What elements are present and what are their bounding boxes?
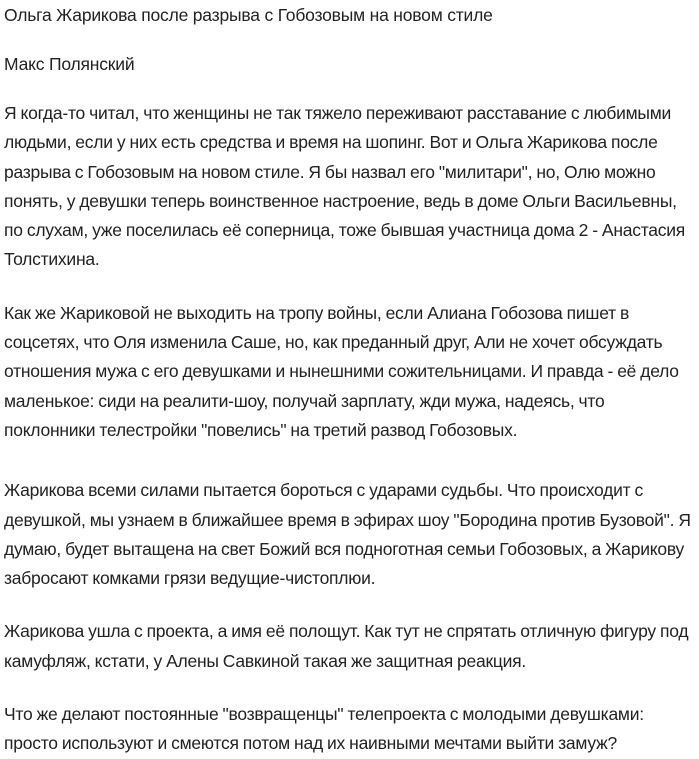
- article-paragraph: Как же Жариковой не выходить на тропу войны, если Алиана Гобозова пишет в соцсетях, что Оля изменила Саше, но, как преданный друг, Али не хочет обсуждать отношения мужа с его девушками и нынешними сожительницами. И правда - её дело маленькое: сиди на реалити-шоу, получай зарплату, жди мужа, надеясь, что поклонники телестройки "повелись" на третий развод Гобозовых.: [4, 302, 679, 440]
- article-paragraph: Жарикова ушла с проекта, а имя её полощут. Как тут не спрятать отличную фигуру под камуфляж, кстати, у Алены Савкиной такая же защитная реакция.: [4, 621, 689, 671]
- article-paragraph: Я когда-то читал, что женщины не так тяжело переживают расставание с любимыми людьми, если у них есть средства и время на шопинг. Вот и Ольга Жарикова после разрыва с Гобозовым на новом стиле. Я бы назвал его "милитари", но, Олю можно понять, у девушки теперь воинственное настроение, ведь в доме Ольги Васильевны, по слухам, уже поселилась её соперница, тоже бывшая участница дома 2 - Анастасия Толстихина.: [4, 103, 686, 270]
- article-author: Макс Полянский: [4, 54, 135, 74]
- article-title: Ольга Жарикова после разрыва с Гобозовым на новом стиле: [4, 5, 493, 25]
- article-paragraph: Что же делают постоянные "возвращенцы" телепроекта с молодыми девушками: просто используют и смеются потом над их наивными мечтами выйти замуж?: [4, 704, 644, 754]
- article-paragraph: Жарикова всеми силами пытается бороться с ударами судьбы. Что происходит с девушкой, мы узнаем в ближайшее время в эфирах шоу "Бородина против Бузовой". Я думаю, будет вытащена на свет Божий вся подноготная семьи Гобозовых, а Жарикову забросают комками грязи ведущие-чистоплюи.: [4, 480, 691, 589]
- article: [0, 3, 699, 759]
